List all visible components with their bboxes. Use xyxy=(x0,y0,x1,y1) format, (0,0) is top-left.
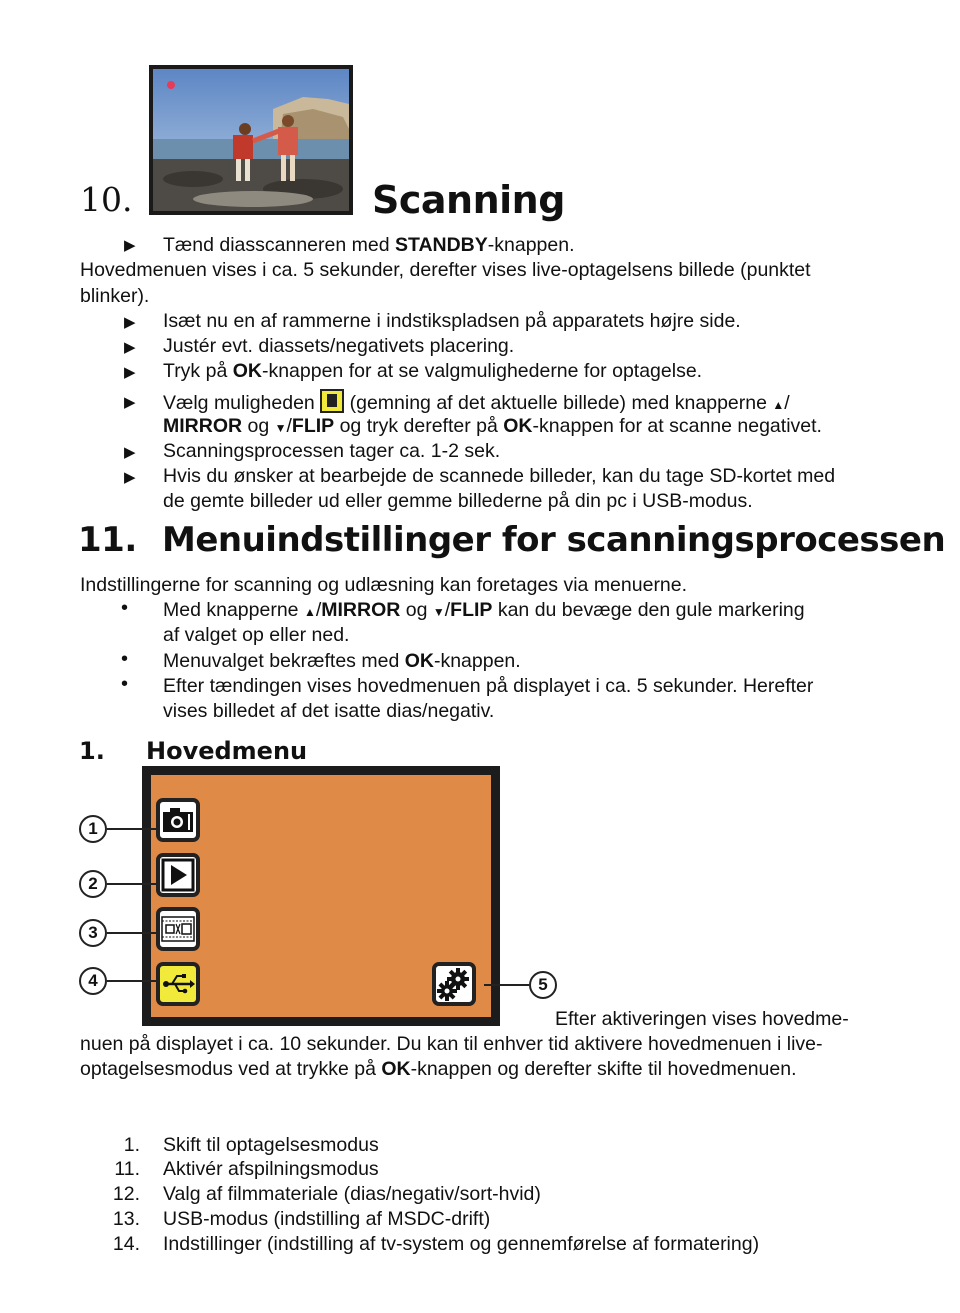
menu-item-settings[interactable] xyxy=(432,962,476,1006)
list-number: 12. xyxy=(112,1183,140,1205)
down-arrow-icon: ▼ xyxy=(432,605,445,619)
bullet-triangle-icon: ▶ xyxy=(124,469,136,486)
bullet-triangle-icon: ▶ xyxy=(124,339,136,356)
paragraph: Hovedmenuen vises i ca. 5 sekunder, derefter vises live-optagelsens billede (punktet xyxy=(80,259,811,281)
callout-line xyxy=(107,883,160,885)
camera-icon xyxy=(160,802,196,838)
list-item: Valg af filmmateriale (dias/negativ/sort-hvid) xyxy=(163,1183,541,1205)
paragraph: optagelsesmodus ved at trykke på OK-knappen og derefter skifte til hovedmenuen. xyxy=(80,1058,797,1080)
menu-item-film-type[interactable] xyxy=(156,907,200,951)
list-item: USB-modus (indstilling af MSDC-drift) xyxy=(163,1208,491,1230)
bullet-text: Scanningsprocessen tager ca. 1-2 sek. xyxy=(163,440,501,462)
paragraph: Efter aktiveringen vises hovedme- xyxy=(555,1008,849,1030)
callout-line xyxy=(107,980,160,982)
scanned-photo xyxy=(149,65,353,215)
bullet-triangle-icon: ▶ xyxy=(124,444,136,461)
list-item: Indstillinger (indstilling af tv-system og gennemførelse af formatering) xyxy=(163,1233,760,1255)
callout-line xyxy=(484,984,529,986)
bullet-triangle-icon: ▶ xyxy=(124,364,136,381)
bullet-text: Tænd diasscanneren med STANDBY-knappen. xyxy=(163,234,575,256)
list-number: 11. xyxy=(114,1158,140,1180)
menu-item-usb[interactable] xyxy=(156,962,200,1006)
up-arrow-icon: ▲ xyxy=(303,605,316,619)
list-item: Skift til optagelsesmodus xyxy=(163,1134,379,1156)
paragraph: nuen på displayet i ca. 10 sekunder. Du kan til enhver tid aktivere hovedmenuen i live- xyxy=(80,1033,823,1055)
callout-2: 2 xyxy=(79,870,107,898)
paragraph: blinker). xyxy=(80,285,150,307)
subsection-number: 1. xyxy=(79,737,105,765)
bullet-dot-icon: • xyxy=(121,648,129,670)
bullet-text: Tryk på OK-knappen for at se valgmulighederne for optagelse. xyxy=(163,360,703,382)
bullet-text: Vælg muligheden (gemning af det aktuelle billede) med knapperne ▲/ xyxy=(163,389,790,418)
bullet-text: af valget op eller ned. xyxy=(163,624,350,646)
paragraph: Indstillingerne for scanning og udlæsning kan foretages via menuerne. xyxy=(80,574,688,596)
bullet-text: MIRROR og ▼/FLIP og tryk derefter på OK-knappen for at scanne negativet. xyxy=(163,415,822,437)
beach-photo-image xyxy=(153,69,349,211)
play-icon xyxy=(160,857,196,893)
callout-4: 4 xyxy=(79,967,107,995)
section-title: Menuindstillinger for scanningsprocessen xyxy=(162,520,946,560)
bullet-text: Menuvalget bekræftes med OK-knappen. xyxy=(163,650,521,672)
callout-line xyxy=(107,828,160,830)
list-number: 13. xyxy=(112,1208,140,1230)
down-arrow-icon: ▼ xyxy=(274,421,287,435)
callout-line xyxy=(107,932,160,934)
menu-item-playback[interactable] xyxy=(156,853,200,897)
section-number: 10. xyxy=(80,180,133,219)
main-menu-screen xyxy=(142,766,500,1026)
list-item: Aktivér afspilningsmodus xyxy=(163,1158,379,1180)
bullet-dot-icon: • xyxy=(121,597,129,619)
section-number: 11. xyxy=(78,520,137,560)
subsection-title: Hovedmenu xyxy=(146,737,308,765)
bullet-text: Hvis du ønsker at bearbejde de scannede billeder, kan du tage SD-kortet med xyxy=(163,465,836,487)
bullet-text: vises billedet af det isatte dias/negativ. xyxy=(163,700,495,722)
menu-item-capture[interactable] xyxy=(156,798,200,842)
settings-gear-icon xyxy=(436,966,472,1002)
bullet-dot-icon: • xyxy=(121,673,129,695)
list-number: 1. xyxy=(123,1134,140,1156)
film-type-icon xyxy=(160,911,196,947)
callout-1: 1 xyxy=(79,815,107,843)
save-frame-icon xyxy=(320,389,344,413)
bullet-text: Med knapperne ▲/MIRROR og ▼/FLIP kan du bevæge den gule markering xyxy=(163,599,805,621)
section-title: Scanning xyxy=(372,178,565,222)
bullet-text: Isæt nu en af rammerne i indstikspladsen på apparatets højre side. xyxy=(163,310,741,332)
list-number: 14. xyxy=(112,1233,140,1255)
usb-icon xyxy=(160,966,196,1002)
bullet-text: de gemte billeder ud eller gemme billederne på din pc i USB-modus. xyxy=(163,490,753,512)
callout-3: 3 xyxy=(79,919,107,947)
bullet-text: Efter tændingen vises hovedmenuen på displayet i ca. 5 sekunder. Herefter xyxy=(163,675,814,697)
bullet-triangle-icon: ▶ xyxy=(124,314,136,331)
bullet-triangle-icon: ▶ xyxy=(124,394,136,411)
bullet-text: Justér evt. diassets/negativets placering. xyxy=(163,335,515,357)
up-arrow-icon: ▲ xyxy=(772,398,785,412)
bullet-triangle-icon: ▶ xyxy=(124,237,136,254)
callout-5: 5 xyxy=(529,971,557,999)
